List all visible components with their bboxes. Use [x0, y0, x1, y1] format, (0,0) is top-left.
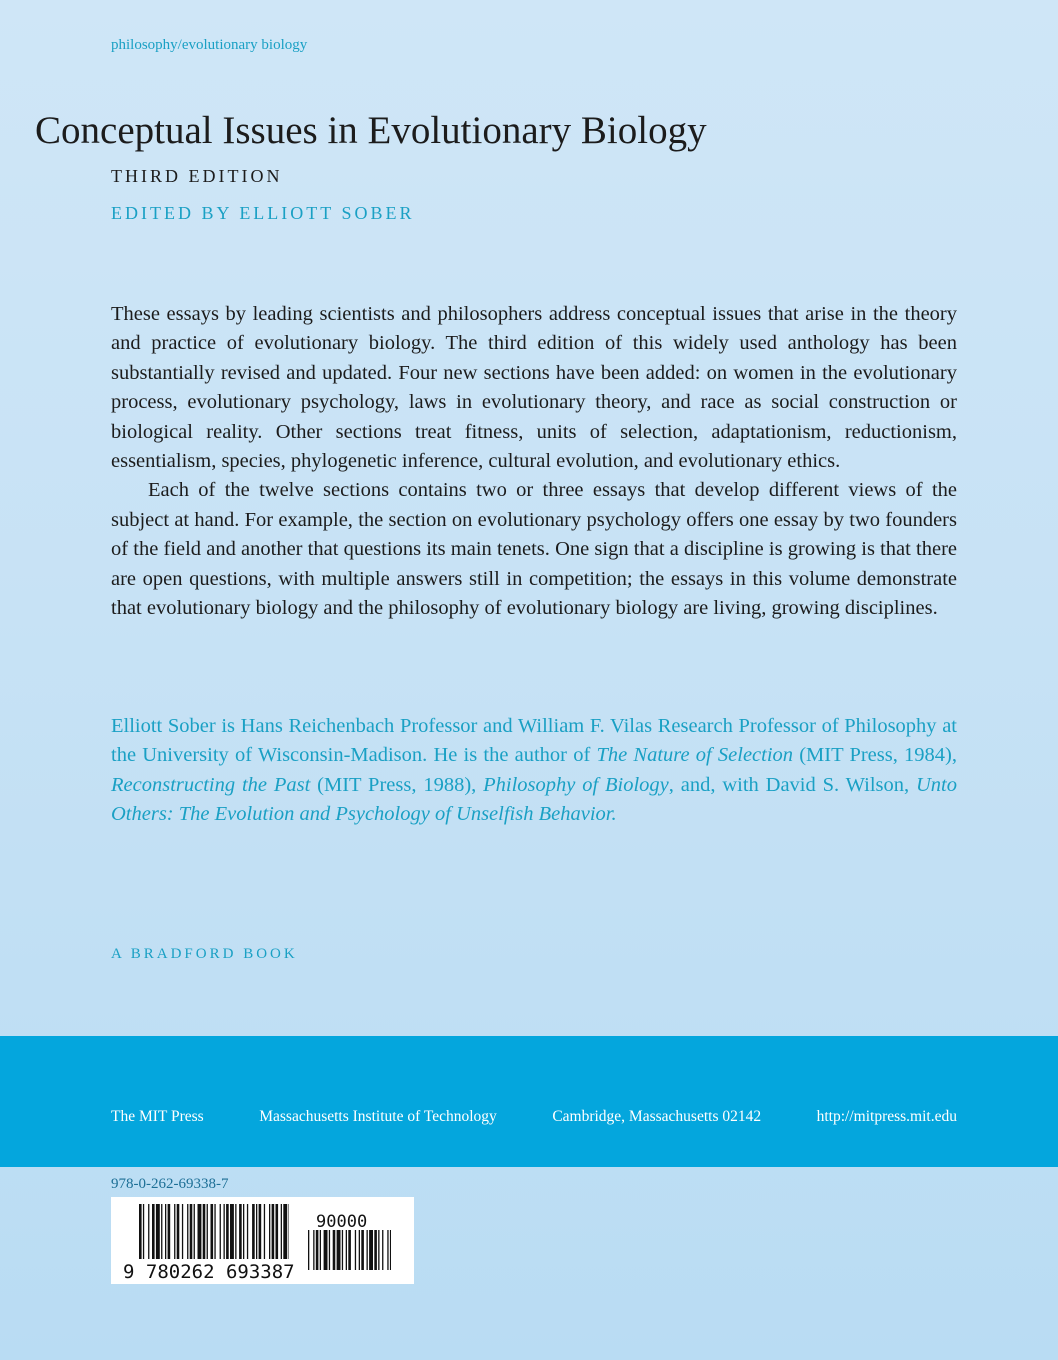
barcode-bar: [369, 1230, 373, 1270]
publisher-band: [0, 1036, 1058, 1167]
barcode-bar: [226, 1204, 229, 1259]
barcode-bar: [235, 1204, 236, 1259]
barcode-bar: [264, 1204, 265, 1259]
barcode-bar: [161, 1204, 162, 1259]
imprint-label: A BRADFORD BOOK: [111, 946, 298, 962]
description: [111, 300, 957, 623]
bio-book-4: Unto Others: The Evolution and Psychology of Unselfish Behavior.: [111, 773, 957, 826]
barcode-bar: [256, 1204, 257, 1259]
barcode-bar: [252, 1204, 255, 1259]
barcode-bar: [289, 1204, 290, 1259]
barcode-bar: [355, 1230, 356, 1270]
bio-text-1: Elliott Sober is Hans Reichenbach Professor and William F. Vilas Research Professor of Philosophy at the University of Wisconsin-Madison. He is the author of: [111, 715, 957, 767]
barcode-graphic: [111, 1197, 414, 1284]
barcode: [111, 1197, 414, 1284]
barcode-bar: [152, 1204, 155, 1259]
barcode-bar: [224, 1204, 225, 1259]
barcode-number: 9 780262 693387: [123, 1261, 295, 1283]
isbn-number: 978-0-262-69338-7: [111, 1176, 229, 1192]
bio-book-1: The Nature of Selection: [596, 744, 794, 767]
barcode-bar: [316, 1230, 319, 1270]
barcode-bar: [243, 1204, 244, 1259]
barcode-bar: [194, 1204, 195, 1259]
barcode-bar: [324, 1230, 328, 1270]
barcode-bar: [168, 1204, 171, 1259]
barcode-bar: [367, 1230, 368, 1270]
bio-book-3: Philosophy of Biology: [483, 773, 669, 796]
barcode-bar: [359, 1230, 360, 1270]
barcode-bar: [308, 1230, 309, 1270]
publisher-url: http://mitpress.mit.edu: [816, 1108, 957, 1125]
barcode-bar: [211, 1204, 214, 1259]
barcode-bar: [281, 1204, 282, 1259]
barcode-bar: [190, 1204, 193, 1259]
barcode-bar: [382, 1230, 383, 1270]
barcode-bar: [272, 1204, 275, 1259]
bio-text-2: (MIT Press, 1984),: [793, 744, 957, 767]
barcode-bar: [187, 1204, 188, 1259]
barcode-bar: [329, 1230, 330, 1270]
barcode-bar: [387, 1230, 388, 1270]
bio-book-2: Reconstructing the Past: [111, 773, 311, 796]
barcode-bar: [342, 1230, 343, 1270]
description-paragraph-1: These essays by leading scientists and philosophers address conceptual issues that arise in the theory and practice of evolutionary biology. The third edition of this widely used anthology has been substantially revised and updated. Four new sections have been added: on women in the evolutionary process, evolutionary psychology, laws in evolutionary theory, and race as social construction or biological reality. Other sections treat fitness, units of selection, adaptationism, reductionism, essentialism, species, phylogenetic inference, cultural evolution, and evolutionary ethics.: [111, 303, 957, 473]
barcode-bar: [139, 1204, 142, 1259]
barcode-bar: [346, 1230, 347, 1270]
barcode-bar: [337, 1230, 341, 1270]
barcode-bar: [374, 1230, 377, 1270]
barcode-bar: [320, 1230, 321, 1270]
barcode-bar: [214, 1204, 215, 1259]
barcode-bar: [230, 1204, 234, 1259]
bio-text-4: , and, with David S. Wilson,: [668, 773, 916, 796]
description-paragraph-2: Each of the twelve sections contains two or three essays that develop different views of the subject at hand. For example, the section on evolutionary psychology offers one essay by two founders of the field and another that questions its main tenets. One sign that a discipline is growing is that there are open questions, with multiple answers still in competition; the essays in this volume demonstrate that evolutionary biology and the philosophy of evolutionary biology are living, growing disciplines.: [111, 479, 957, 620]
barcode-bar: [378, 1230, 379, 1270]
barcode-bar: [239, 1204, 242, 1259]
barcode-bar: [165, 1204, 166, 1259]
barcode-bar: [390, 1230, 391, 1270]
editor-credit: EDITED BY ELLIOTT SOBER: [111, 203, 415, 223]
barcode-bar: [174, 1204, 175, 1259]
publisher-address: Cambridge, Massachusetts 02142: [552, 1108, 762, 1125]
barcode-bar: [259, 1204, 262, 1259]
barcode-bar: [276, 1204, 279, 1259]
barcode-bar: [148, 1204, 149, 1259]
barcode-bar: [361, 1230, 364, 1270]
edition-label: THIRD EDITION: [111, 166, 283, 186]
barcode-bar: [156, 1204, 160, 1259]
category-label: philosophy/evolutionary biology: [111, 37, 308, 53]
barcode-bar: [220, 1204, 221, 1259]
barcode-bar: [182, 1204, 183, 1259]
barcode-bar: [313, 1230, 314, 1270]
book-title: Conceptual Issues in Evolutionary Biology: [35, 109, 707, 152]
barcode-bar: [348, 1230, 351, 1270]
barcode-bar: [207, 1204, 208, 1259]
publisher-institute: Massachusetts Institute of Technology: [259, 1108, 497, 1125]
barcode-bar: [198, 1204, 202, 1259]
barcode-bar: [177, 1204, 180, 1259]
barcode-bar: [269, 1204, 270, 1259]
barcode-bar: [203, 1204, 206, 1259]
publisher-info: [111, 1108, 957, 1126]
barcode-addon-bars: [308, 1230, 391, 1270]
editor-bio: [111, 712, 957, 830]
bio-text-3: (MIT Press, 1988),: [310, 773, 484, 796]
barcode-addon-number: 90000: [316, 1212, 368, 1232]
barcode-bar: [333, 1230, 336, 1270]
barcode-bars: [139, 1204, 289, 1259]
barcode-bar: [283, 1204, 287, 1259]
barcode-bar: [143, 1204, 144, 1259]
publisher-name: The MIT Press: [111, 1108, 204, 1125]
barcode-bar: [247, 1204, 248, 1259]
